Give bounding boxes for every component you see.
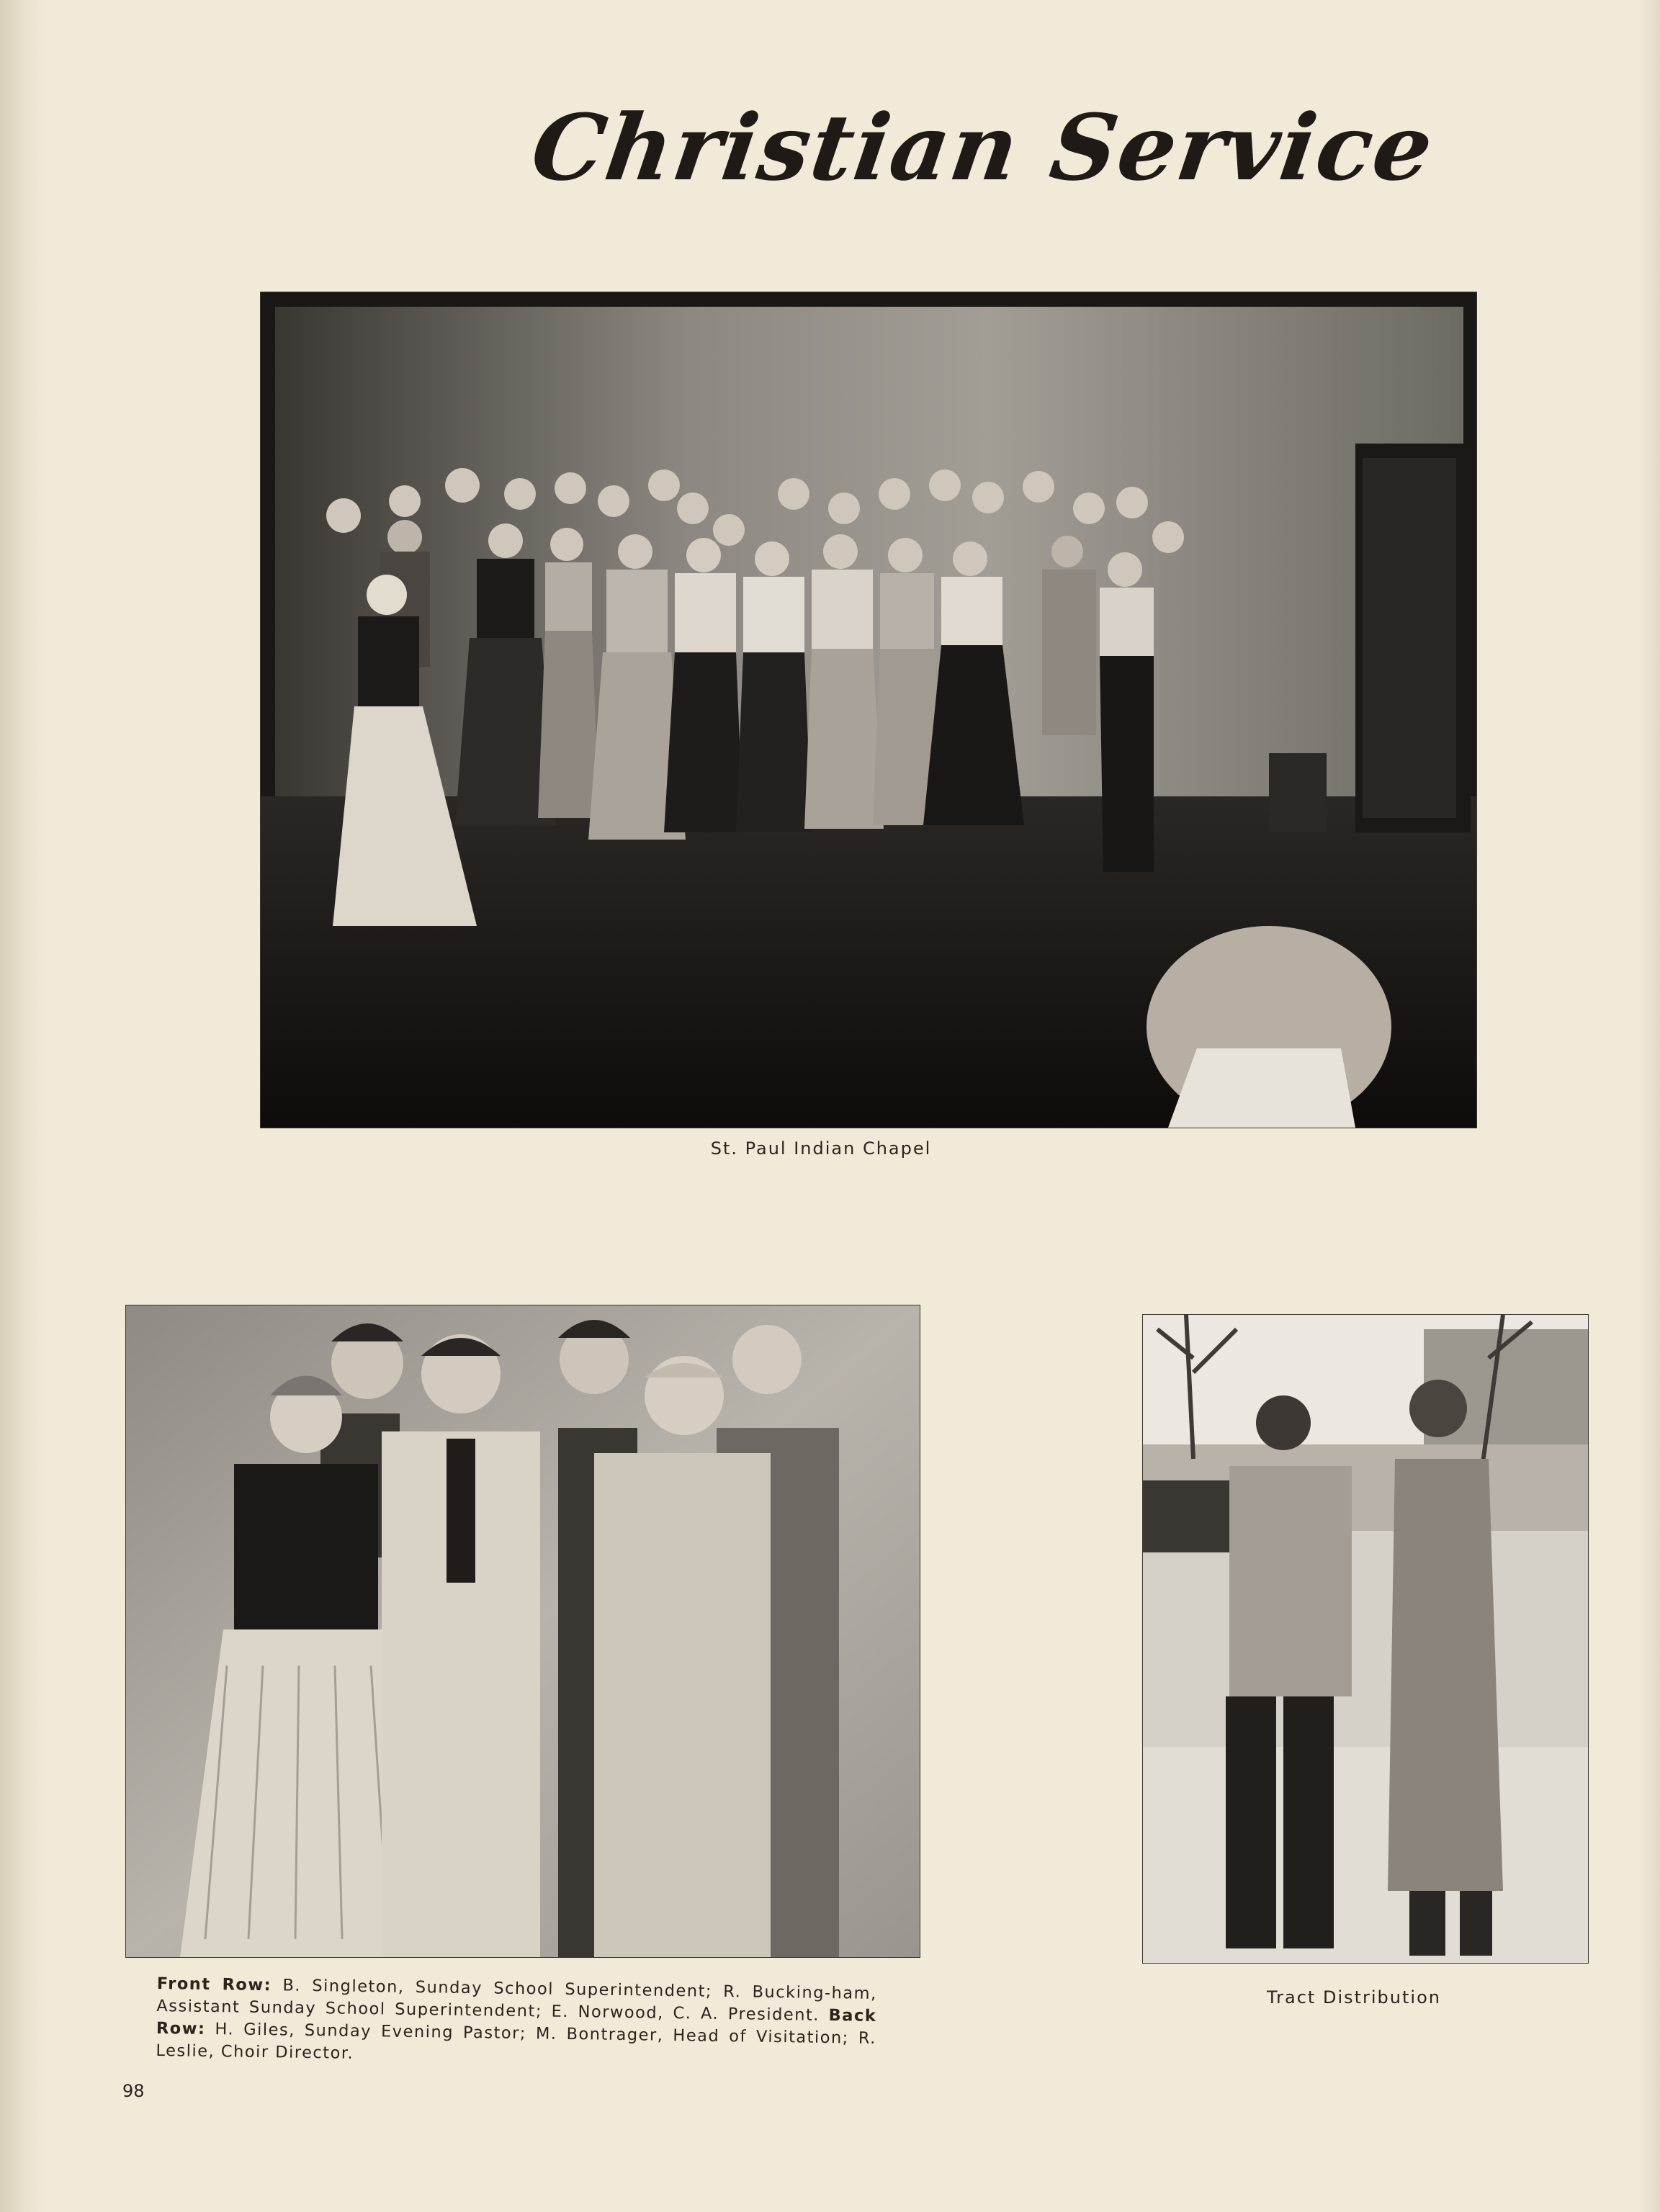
tract-photo-image xyxy=(1143,1315,1588,1963)
page-binding-edge xyxy=(0,0,43,2212)
caption-st-paul-indian-chapel: St. Paul Indian Chapel xyxy=(710,1138,932,1159)
page-outer-edge xyxy=(1638,0,1660,2212)
caption-tract-distribution: Tract Distribution xyxy=(1267,1987,1441,2008)
caption-officers xyxy=(156,1973,877,2084)
page-title: Christian Service xyxy=(525,94,1441,201)
photo-st-paul-indian-chapel xyxy=(261,292,1476,1128)
front-row-label: Front Row: xyxy=(156,1974,272,1995)
photo-tract-distribution xyxy=(1143,1315,1588,1963)
front-row-text: B. Singleton, Sunday School Superintendent; R. Bucking-ham, Assistant Sunday School Superintendent; E. Norwood, C. A. President. xyxy=(156,1976,877,2025)
choir-photo-image xyxy=(261,292,1476,1128)
back-row-label: Back Row: xyxy=(156,2006,877,2038)
page-number: 98 xyxy=(122,2081,145,2101)
back-row-text: H. Giles, Sunday Evening Pastor; M. Bontrager, Head of Visitation; R. Leslie, Choir Director. xyxy=(156,2020,877,2063)
officers-photo-image xyxy=(126,1305,920,1957)
photo-christian-service-officers xyxy=(126,1305,920,1957)
